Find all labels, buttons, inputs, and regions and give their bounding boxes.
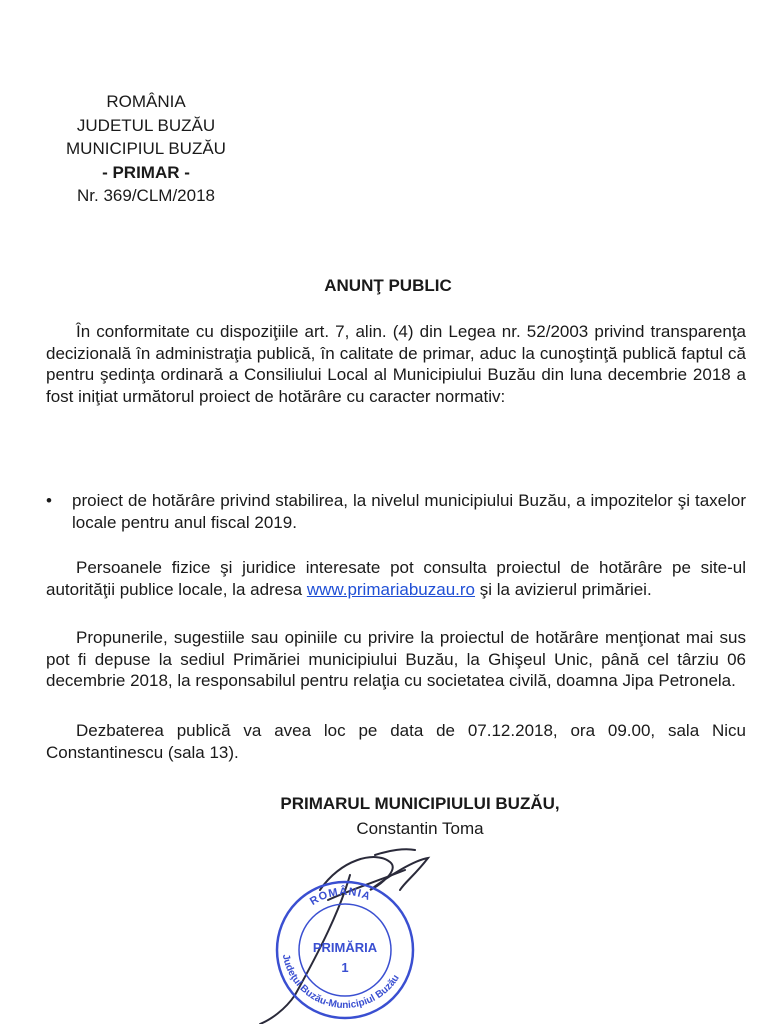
project-list: [46, 490, 746, 534]
stamp-number: 1: [341, 960, 349, 975]
document-header: [46, 90, 246, 208]
paragraph-consultation-text: Persoanele fizice şi juridice interesate pot consulta proiectul de hotărâre pe site-ul autorităţii publice locale, la adresa: [46, 558, 746, 599]
paragraph-debate-text: Dezbaterea publică va avea loc pe data de 07.12.2018, ora 09.00, sala Nicu Constantinescu (sala 13).: [46, 721, 746, 762]
paragraph-consultation: [46, 557, 746, 600]
signatory-role: PRIMARUL MUNICIPIULUI BUZĂU,: [280, 794, 560, 813]
website-link[interactable]: www.primariabuzau.ro: [306, 579, 476, 599]
paragraph-debate: [46, 720, 746, 763]
header-country: ROMÂNIA: [106, 92, 186, 111]
stamp-center-text: PRIMĂRIA: [312, 940, 378, 955]
header-municipality: MUNICIPIUL BUZĂU: [66, 139, 226, 158]
list-item: [46, 490, 746, 534]
stamp-top-text: ROMÂNIA: [307, 885, 373, 908]
list-item-text: proiect de hotărâre privind stabilirea, la nivelul municipiului Buzău, a impozitelor şi taxelor locale pentru anul fiscal 2019.: [72, 491, 746, 532]
stamp-and-signature: [200, 820, 460, 1024]
header-county: JUDETUL BUZĂU: [76, 115, 216, 135]
stamp-ring-text: Judeţul Buzău-Municipiul Buzău: [279, 953, 402, 1012]
paragraph-proposals: [46, 627, 746, 692]
header-office: - PRIMAR -: [102, 162, 190, 182]
signatory-name: Constantin Toma: [356, 819, 484, 838]
signature-icon: [260, 849, 428, 1024]
header-registration-number: Nr. 369/CLM/2018: [77, 186, 215, 205]
paragraph-consultation-tail: şi la avizierul primăriei.: [475, 579, 652, 599]
paragraph-intro: [46, 321, 746, 407]
paragraph-proposals-text: Propunerile, sugestiile sau opiniile cu privire la proiectul de hotărâre menţionat mai sus pot fi depuse la sediul Primăriei municipiului Buzău, la Ghişeul Unic, până cel târziu 06 decembrie 2018, la responsabilul pentru relaţia cu societatea civilă, doamna Jipa Petronela.: [46, 628, 746, 691]
document-title: ANUNŢ PUBLIC: [324, 276, 452, 295]
official-stamp: [277, 882, 413, 1018]
paragraph-intro-text: În conformitate cu dispoziţiile art. 7, alin. (4) din Legea nr. 52/2003 privind transparenţa decizională în administraţia publică, în calitate de primar, aduc la cunoştinţă publică faptul că pentru şedinţa ordinară a Consiliului Local al Municipiului Buzău din luna decembrie 2018 a fost iniţiat următorul proiect de hotărâre cu caracter normativ:: [46, 322, 746, 406]
bullet-icon: •: [46, 491, 52, 510]
